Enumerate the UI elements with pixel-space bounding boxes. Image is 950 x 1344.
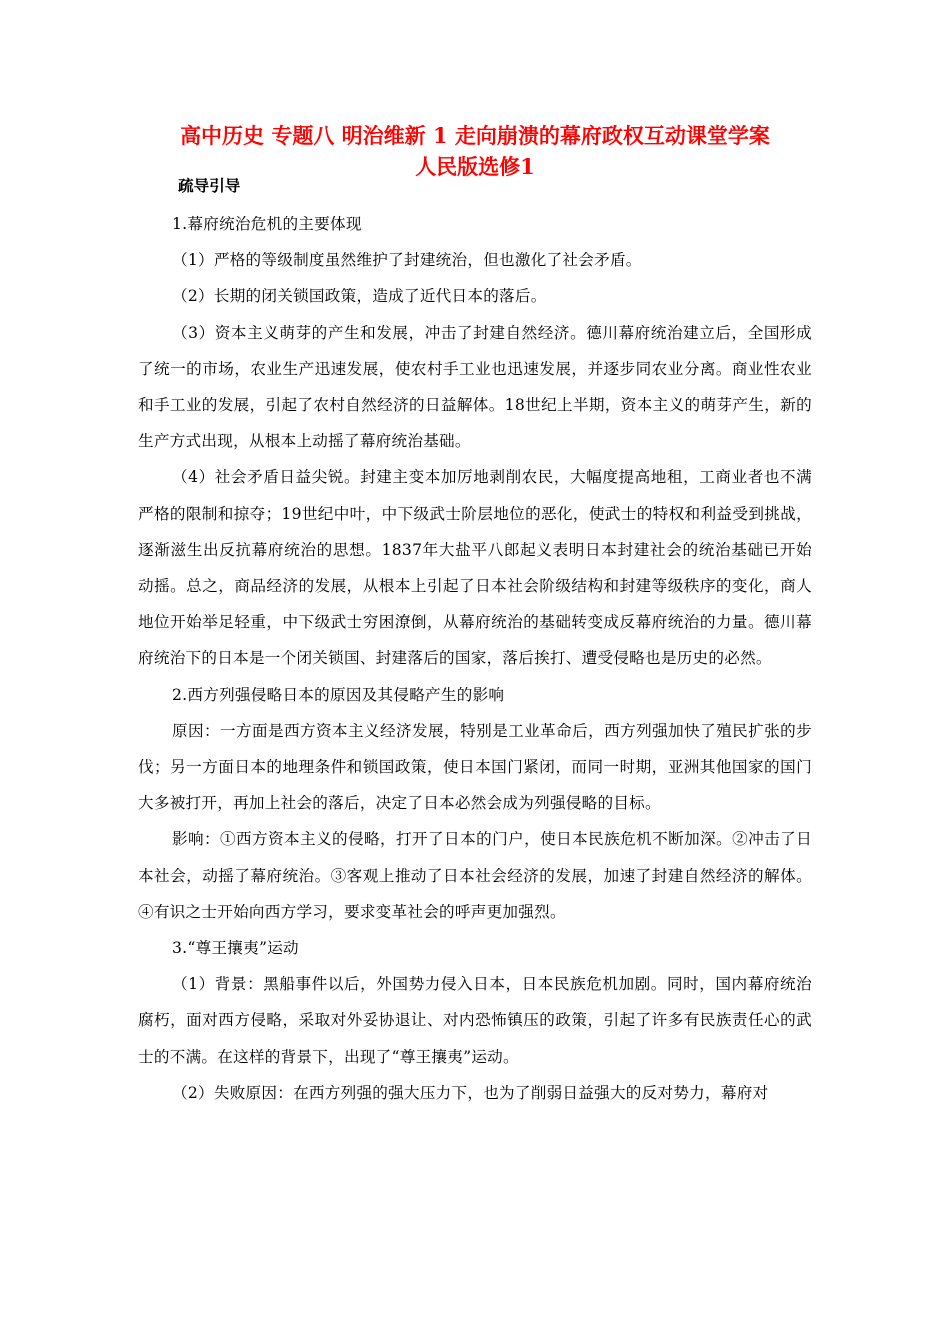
paragraph-section-2-heading: 2.西方列强侵略日本的原因及其侵略产生的影响	[172, 685, 505, 704]
paragraph-section-1-heading: 1.幕府统治危机的主要体现	[172, 215, 362, 233]
paragraph-1-3: （3）资本主义萌芽的产生和发展，冲击了封建自然经济。德川幕府统治建立后，全国形成了统一的市场，农业生产迅速发展，使农村手工业也迅速发展，并逐步同农业分离。商业性农业和手工业的发展，引起了农村自然经济的日益解体。18世纪上半期，资本主义的萌芽产生，新的生产方式出现，从根本上动摇了幕府统治基础。	[138, 323, 812, 451]
paragraph-1-4: （4）社会矛盾日益尖锐。封建主变本加厉地剥削农民，大幅度提高地租，工商业者也不满严格的限制和掠夺；19世纪中叶，中下级武士阶层地位的恶化，使武士的特权和利益受到挑战，逐渐滋生出反抗幕府统治的思想。1837年大盐平八郎起义表明日本封建社会的统治基础已开始动摇。总之，商品经济的发展，从根本上引起了日本社会阶级结构和封建等级秩序的变化，商人地位开始举足轻重，中下级武士穷困潦倒，从幕府统治的基础转变成反幕府统治的力量。德川幕府统治下的日本是一个闭关锁国、封建落后的国家，落后挨打、遭受侵略也是历史的必然。	[138, 468, 812, 668]
guide-heading: 疏导引导	[178, 176, 241, 195]
paragraph-section-3-heading: 3.“尊王攘夷”运动	[172, 939, 299, 958]
title-line-1: 高中历史 专题八 明治维新 1 走向崩溃的幕府政权互动课堂学案	[180, 123, 770, 148]
paragraph-3-1: （1）背景：黑船事件以后，外国势力侵入日本，日本民族危机加剧。同时，国内幕府统治腐朽，面对西方侵略，采取对外妥协退让、对内恐怖镇压的政策，引起了许多有民族责任心的武士的不满。在这样的背景下，出现了“尊王攘夷”运动。	[138, 975, 812, 1066]
paragraph-3-2: （2）失败原因：在西方列强的强大压力下，也为了削弱日益强大的反对势力，幕府对	[172, 1083, 769, 1102]
paragraph-2-reasons: 原因：一方面是西方资本主义经济发展，特别是工业革命后，西方列强加快了殖民扩张的步伐；另一方面日本的地理条件和锁国政策，使日本国门紧闭，而同一时期，亚洲其他国家的国门大多被打开，再加上社会的落后，决定了日本必然会成为列强侵略的目标。	[138, 721, 812, 813]
document-title	[130, 120, 820, 182]
paragraph-1-2: （2）长期的闭关锁国政策，造成了近代日本的落后。	[172, 287, 547, 306]
document-body	[138, 176, 812, 1111]
paragraph-1-1: （1）严格的等级制度虽然维护了封建统治，但也激化了社会矛盾。	[172, 251, 642, 270]
paragraph-2-impact: 影响：①西方资本主义的侵略，打开了日本的门户，使日本民族危机不断加深。②冲击了日本社会，动摇了幕府统治。③客观上推动了日本社会经济的发展，加速了封建自然经济的解体。④有识之士开始向西方学习，要求变革社会的呼声更加强烈。	[138, 830, 812, 921]
title-line-2: 人民版选修1	[415, 154, 535, 179]
